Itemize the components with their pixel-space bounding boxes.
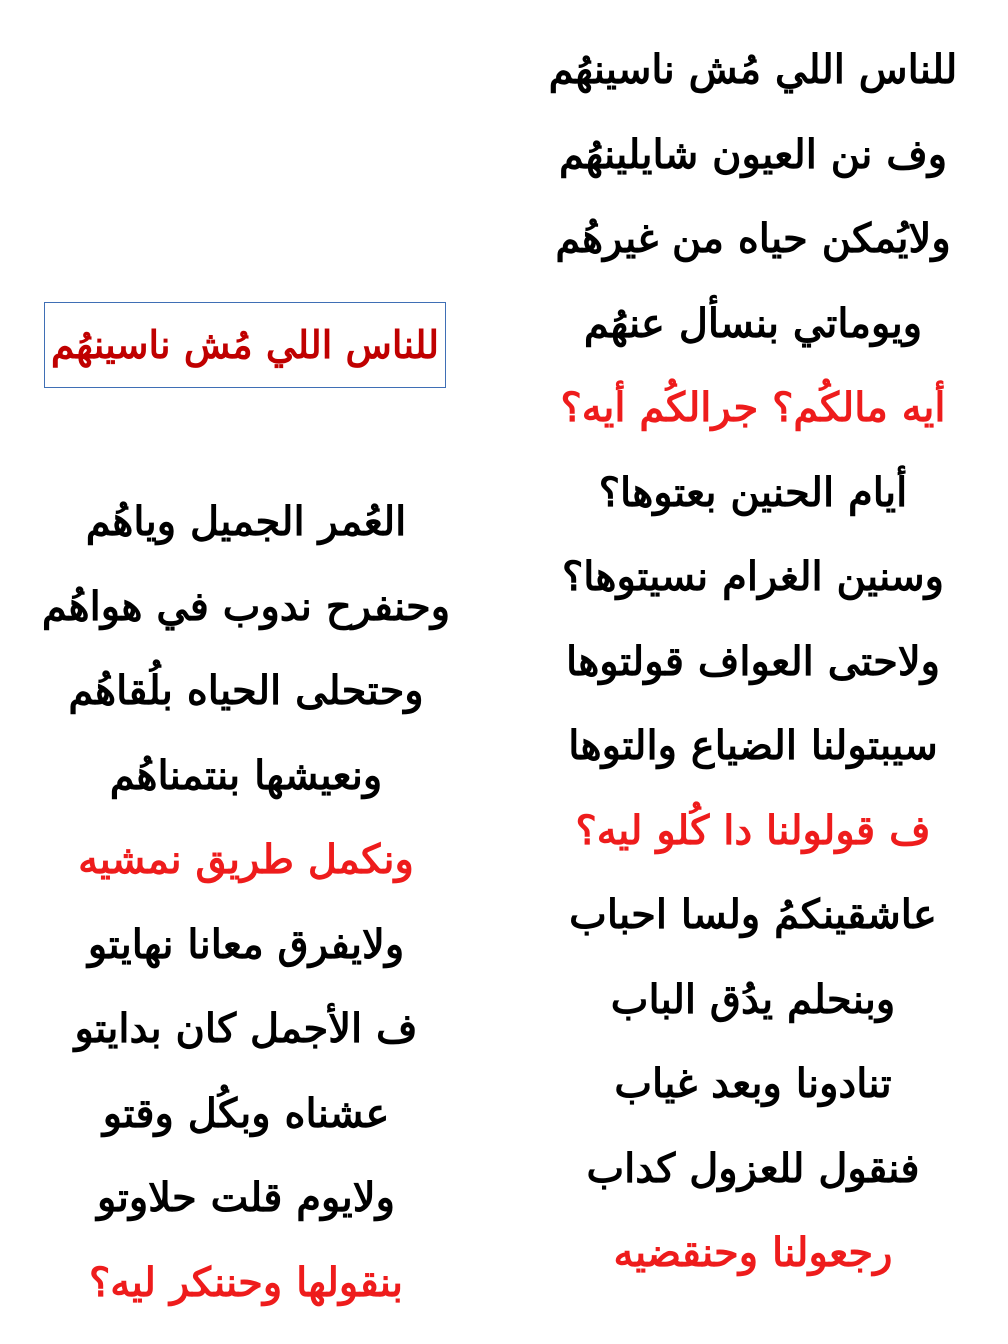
poem-line: العُمر الجميل وياهُم — [85, 498, 407, 545]
poem-line: فنقول للعزول كداب — [586, 1144, 920, 1192]
poem-line: بنقولها وحننكر ليه؟ — [88, 1258, 404, 1306]
poem-line: وحتحلى الحياه بلُقاهُم — [68, 667, 424, 714]
poem-line: ف الأجمل كان بدايتو — [74, 1005, 418, 1052]
poem-line: ولايفرق معانا نهايتو — [87, 920, 405, 968]
poem-line: رجعولنا وحنقضيه — [613, 1229, 893, 1276]
poem-line: أيام الحنين بعتوها؟ — [598, 468, 908, 516]
poem-line: وحنفرح ندوب في هواهُم — [41, 582, 451, 630]
poem-line: ف قولولنا دا كُلو ليه؟ — [575, 806, 931, 854]
poem-line: للناس اللي مُش ناسينهُم — [548, 46, 958, 93]
poem-line: ويوماتي بنسأل عنهُم — [583, 299, 923, 347]
poem-line: عشناه وبكُل وقتو — [102, 1089, 390, 1137]
poem-line: وسنين الغرام نسيتوها؟ — [562, 553, 944, 600]
poem-line: وبنحلم يدُق الباب — [610, 975, 896, 1023]
poem-line: ولايُمكن حياه من غيرهُم — [555, 215, 951, 262]
poem-line: سيبتولنا الضياع والتوها — [568, 722, 938, 769]
poem-line: ونكمل طريق نمشيه — [78, 836, 414, 883]
poem-line: ولايوم قلت حلاوتو — [97, 1174, 395, 1221]
poem-line: ونعيشها بنتمناهُم — [109, 751, 383, 799]
poem-line: أيه مالكُم؟ جرالكُم أيه؟ — [560, 384, 946, 431]
poem-line: وف نن العيون شايلينهُم — [558, 130, 948, 178]
title-box: للناس اللي مُش ناسينهُم — [44, 302, 446, 388]
poem-line: تنادونا وبعد غياب — [614, 1060, 892, 1107]
poem-line: عاشقينكمُ ولسا احباب — [569, 891, 937, 938]
poem-line: ولاحتى العواف قولتوها — [566, 637, 940, 685]
